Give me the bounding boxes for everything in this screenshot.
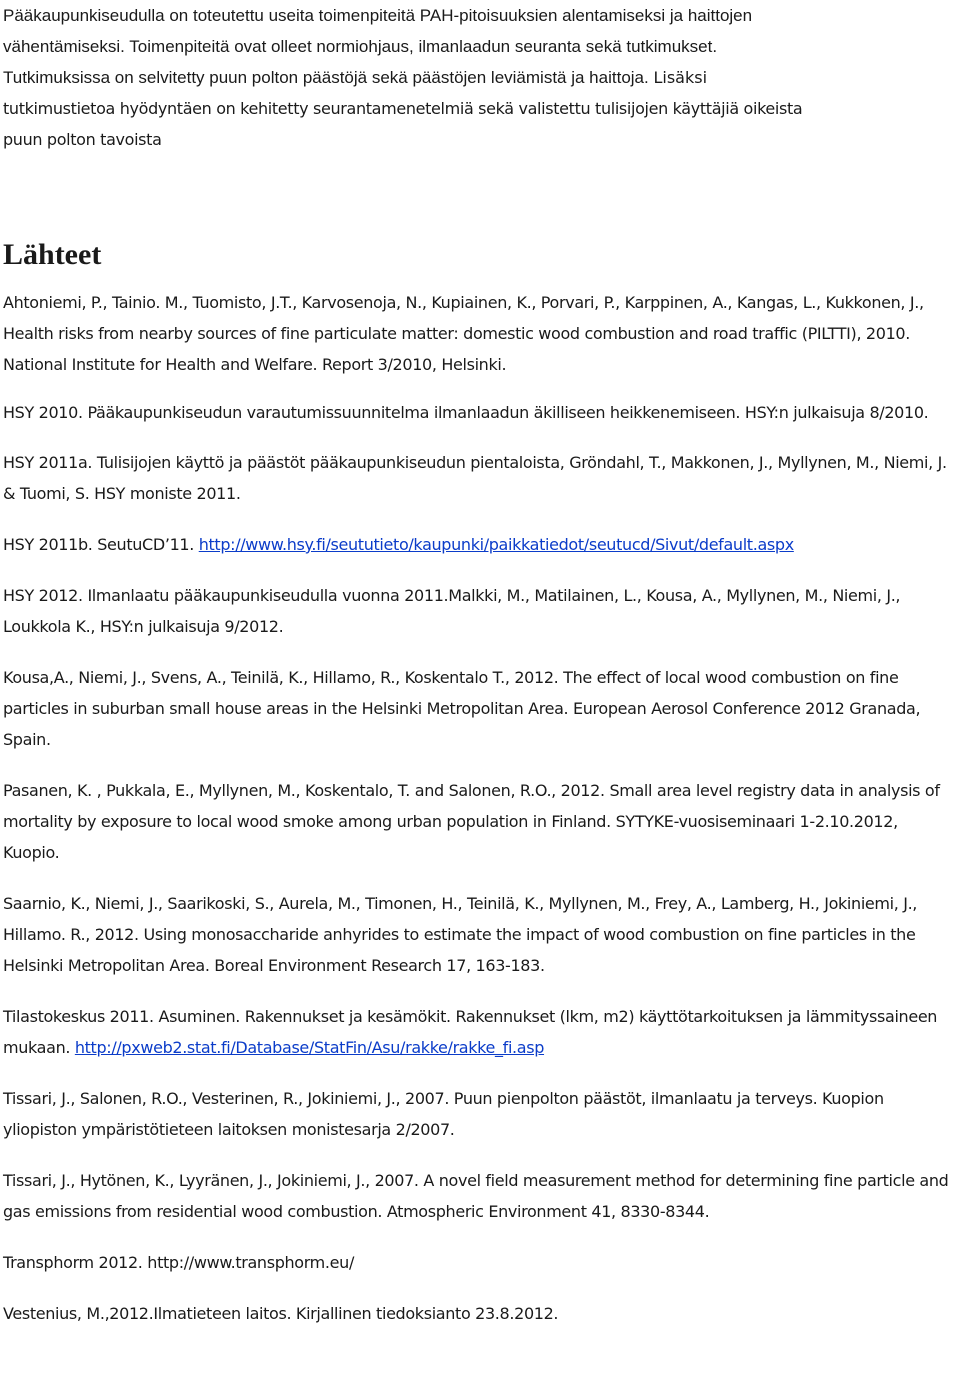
reference-text: Saarnio, K., Niemi, J., Saarikoski, S., Aurela, M., Timonen, H., Teinilä, K., Myllynen, M., Frey, A., Lamberg, H., Jokiniemi, J., Hillamo. R., 2012. Using monosaccharide anhyrides to estimate the impact of wood combustion on fine particles in the Helsinki Metropolitan Area. Boreal Environment Research 17, 163-183. [3,894,918,975]
intro-line: Lisäksi [653,68,708,87]
document-page [3,0,957,1329]
reference-item [3,287,957,380]
reference-text: HSY 2011a. Tulisijojen käyttö ja päästöt pääkaupunkiseudun pientaloista, Gröndahl, T., Makkonen, J., Myllynen, M., Niemi, J. & Tuomi, S. HSY moniste 2011. [3,453,947,503]
reference-text: Transphorm 2012. http://www.transphorm.eu/ [3,1253,354,1272]
reference-text: HSY 2012. Ilmanlaatu pääkaupunkiseudulla vuonna 2011.Malkki, M., Matilainen, L., Kousa, A., Myllynen, M., Niemi, J., Loukkola K., HSY:n julkaisuja 9/2012. [3,586,901,636]
reference-item [3,888,957,981]
intro-line: Tutkimuksissa on selvitetty puun polton päästöjä sekä päästöjen leviämistä ja haittoja. [3,68,649,87]
reference-item [3,775,957,868]
reference-text: Ahtoniemi, P., Tainio. M., Tuomisto, J.T., Karvosenoja, N., Kupiainen, K., Porvari, P., Karppinen, A., Kangas, L., Kukkonen, J., Health risks from nearby sources of fine particulate matter: domestic wood combustion and road traffic (PILTTI), 2010. National Institute for Health and Welfare. Report 3/2010, Helsinki. [3,293,924,374]
reference-item [3,1083,957,1145]
reference-text: HSY 2010. Pääkaupunkiseudun varautumissuunnitelma ilmanlaadun äkilliseen heikkenemiseen. HSY:n julkaisuja 8/2010. [3,403,929,422]
reference-item [3,1001,957,1063]
reference-item [3,1165,957,1227]
reference-link[interactable]: http://pxweb2.stat.fi/Database/StatFin/Asu/rakke/rakke_fi.asp [74,1038,545,1057]
intro-line: tutkimustietoa hyödyntäen on kehitetty seurantamenetelmiä sekä valistettu tulisijojen käyttäjiä oikeista [3,99,803,118]
reference-text: HSY 2011b. SeutuCD’11. [3,535,199,554]
reference-item [3,1298,957,1329]
reference-item [3,662,957,755]
reference-item [3,1247,957,1278]
reference-text: Kousa,A., Niemi, J., Svens, A., Teinilä, K., Hillamo, R., Koskentalo T., 2012. The effect of local wood combustion on fine particles in suburban small house areas in the Helsinki Metropolitan Area. European Aerosol Conference 2012 Granada, Spain. [3,668,921,749]
reference-text: Tissari, J., Hytönen, K., Lyyränen, J., Jokiniemi, J., 2007. A novel field measurement method for determining fine particle and gas emissions from residential wood combustion. Atmospheric Environment 41, 8330-8344. [3,1171,949,1221]
reference-text: Vestenius, M.,2012.Ilmatieteen laitos. Kirjallinen tiedoksianto 23.8.2012. [3,1304,559,1323]
reference-text: Tilastokeskus 2011. Asuminen. Rakennukset ja kesämökit. Rakennukset (lkm, m2) käyttötarkoituksen ja lämmityssaineen mukaan. [3,1007,938,1057]
reference-text: Tissari, J., Salonen, R.O., Vesterinen, R., Jokiniemi, J., 2007. Puun pienpolton päästöt, ilmanlaatu ja terveys. Kuopion yliopiston ympäristötieteen laitoksen monistesarja 2/2007. [3,1089,884,1139]
reference-item [3,447,957,509]
intro-line: vähentämiseksi. Toimenpiteitä ovat olleet normiohjaus, ilmanlaadun seuranta sekä tutkimukset. [3,37,718,56]
intro-line: Pääkaupunkiseudulla on toteutettu useita toimenpiteitä PAH-pitoisuuksien alentamiseksi ja haittojen [3,6,753,25]
intro-paragraph [3,0,957,155]
reference-item [3,397,957,428]
reference-text: Pasanen, K. , Pukkala, E., Myllynen, M., Koskentalo, T. and Salonen, R.O., 2012. Small area level registry data in analysis of mortality by exposure to local wood smoke among urban population in Finland. SYTYKE-vuosiseminaari 1-2.10.2012, Kuopio. [3,781,940,862]
references-heading: Lähteet [3,238,102,271]
reference-item [3,529,957,560]
references-list [3,287,957,1329]
reference-item [3,580,957,642]
reference-link[interactable]: http://www.hsy.fi/seututieto/kaupunki/paikkatiedot/seutucd/Sivut/default.aspx [198,535,794,554]
intro-line: puun polton tavoista [3,130,162,149]
